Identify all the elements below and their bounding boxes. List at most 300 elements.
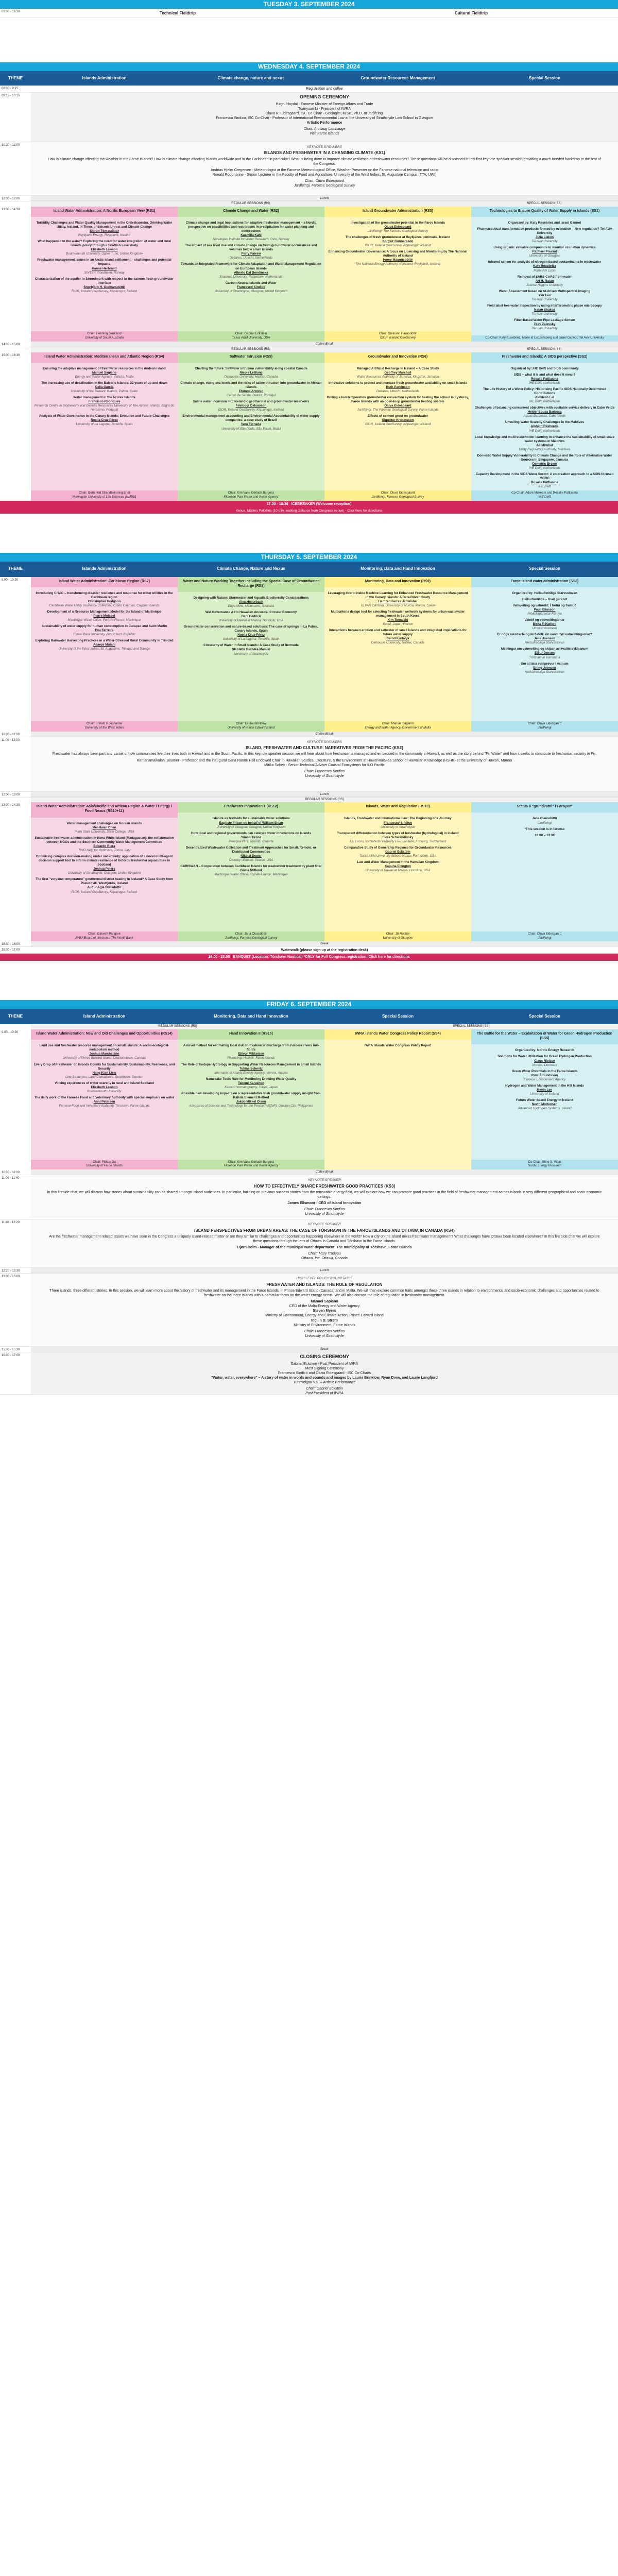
thursday-title: THURSDAY 5. SEPTEMBER 2024: [0, 553, 618, 562]
session-column: [178, 207, 324, 342]
talk-affiliation: Dalhousie University, Halifax, Canada: [224, 375, 278, 379]
talk-item: [473, 420, 616, 433]
talk-affiliation: Norwegian Institute for Water Research, Oslo, Norway: [213, 238, 289, 242]
talk-affiliation: Bournemouth University, Upper Tune, United Kingdom: [66, 252, 143, 256]
session-column: [178, 802, 324, 941]
session-talks: [324, 363, 471, 490]
talk-author: Ehunna Antonio: [238, 389, 264, 393]
session-chair: [31, 490, 178, 501]
regular-sessions-label: REGULAR SESSIONS (RS): [31, 201, 471, 207]
sessions-label-row: [0, 798, 618, 803]
coffee-time: 10:30 - 11:00: [2, 733, 20, 736]
talk-title: CARISWAN – Cooperation between Caribbean Islands for wastewater treatment by plant filter: [180, 865, 322, 869]
theme-islands-admin: Islands Administration: [82, 566, 127, 571]
talk-title: Future Water-based Energy in Iceland: [516, 1098, 573, 1102]
session-title: Technologies to Ensure Quality of Water Supply in Islands (SS1): [489, 209, 600, 213]
talk-affiliation: University of Prince Edward Island, Charlottetown, Canada: [63, 1056, 146, 1060]
session-chair-name: Chair: Manuel Sagiano: [382, 722, 414, 725]
keynote-chair-org: Jarðfeingi, Faroese Geological Survey: [294, 184, 355, 188]
session-talks: [324, 1040, 471, 1170]
session-chair: [324, 331, 471, 342]
talk-item: [33, 822, 176, 834]
keynote-description: How is climate change affecting the weather in the Faroe Islands? How is climate change affecting islands worldwide and in the Caribbean in particular? What is being done to improve climate resilience of freshwater resources? These questions will be discussed in this first keynote speaker session providing a much needed backdrop to the rest of the Congress.: [48, 157, 601, 166]
session-chair-name: Co-Chair: Stine S. Vidar: [528, 1160, 561, 1164]
lunch-time: 12:00 - 13:00: [2, 793, 20, 796]
regular-sessions-label: REGULAR SESSIONS (RS): [31, 798, 618, 803]
talk-item: [180, 281, 322, 294]
closing-ceremony: [31, 1352, 618, 1394]
session-chair-name: Chair: Guro Hild Strandbersning Endi: [78, 492, 130, 495]
talk-title: Organized by: IHE Delft and SIDS community: [510, 366, 579, 370]
opening-line: Artistic Performance: [306, 121, 342, 125]
session-header: [324, 802, 471, 812]
talk-author: Akhilesh Lal: [535, 396, 554, 400]
talk-item: [473, 827, 616, 832]
session-chair-org: University of Faroe Islands: [85, 1164, 123, 1168]
talk-item: [180, 400, 322, 412]
talk-title: 13:00 – 13:30: [535, 833, 555, 837]
regular-sessions-label: REGULAR SESSIONS (RS): [31, 1024, 324, 1029]
talk-item: [473, 1055, 616, 1067]
talk-item: [33, 367, 176, 379]
talk-title: Removal of SARS-CoV-2 from water: [517, 275, 572, 279]
session-header: [178, 207, 324, 217]
talk-affiliation: Tel Aviv University: [531, 312, 558, 316]
tuesday-title: TUESDAY 3. SEPTEMBER 2024: [0, 0, 618, 9]
talk-affiliation: Utility Regulatory Authority, Maldives: [519, 447, 571, 451]
theme-label: THEME: [8, 566, 23, 571]
talk-affiliation: University of Strathclyde, Glasgow, United Kingdom: [214, 289, 288, 293]
talk-affiliation: Heilsufrøðiliga Starvsstovan: [525, 670, 564, 674]
talk-author: Nicole LeBlanc: [239, 370, 263, 375]
banquet-label[interactable]: BANQUET (Location: Tórshavn Nautical) *ONLY for Full Congress registration: Click here for directions: [233, 955, 410, 959]
talk-affiliation: IHE Delft: [538, 485, 551, 489]
theme-label: THEME: [8, 75, 23, 80]
talk-title: Characterization of the aquifer in Strøndmork with respect to the salmon fresh groundwater interface: [35, 277, 174, 285]
coffee-label: Coffee Break: [31, 1170, 618, 1175]
talk-title: Domestic Water Supply Vulnerability to Climate Change and the Role of Alternative Water Sources in Singapore, Jamaica: [477, 453, 612, 462]
session-chair: [178, 931, 324, 942]
talk-affiliation: IHE Delft, Netherlands: [528, 400, 561, 404]
session-column: [31, 207, 178, 342]
thursday-theme-header: [0, 562, 618, 577]
session-header: [31, 577, 178, 587]
talk-author: Finnbogi Óskarsson: [235, 404, 267, 408]
talk-title: Decentralized Wastewater Collection and Treatment Approaches for Small, Remote, or Distributed Communities: [186, 845, 316, 854]
talk-affiliation: Martinique Water Office, Fort-de-France, Martinique: [67, 618, 141, 622]
talk-affiliation: Tel Aviv University: [531, 297, 558, 301]
talk-item: [473, 304, 616, 316]
talk-title: The Life History of a Water Policy: Historising Pacific SIDS Nationally Determined Contributions: [483, 387, 607, 395]
keynote-title: ISLAND, FRESHWATER AND CULTURE: NARRATIVES FROM THE PACIFIC (KS2): [246, 745, 403, 751]
session-chair-name: Chair: Gabriel Eckstein: [235, 332, 267, 336]
keynote-chair-org: University of Strathclyde: [305, 1212, 344, 1216]
spacer: [0, 514, 618, 553]
session-column: [471, 207, 618, 342]
session-chair-org: Jarðfeingi: [538, 936, 552, 940]
session-chair-org: Norwegian University of Life Sciences (NMBU): [72, 495, 136, 499]
talk-title: Organized by: Katy Rosebriez and Israel Gannot: [508, 221, 581, 225]
talk-title: Namesake Tools Rule for Monitoring Drinking Water Quality: [205, 1077, 297, 1081]
talk-title: Green Water Potentials in the Faroe Islands: [511, 1069, 578, 1073]
panel-title: FRESHWATER AND ISLANDS: THE ROLE OF REGULATION: [266, 1282, 383, 1287]
talk-item: [33, 836, 176, 853]
talk-author: Rosalie Pattiasina: [531, 481, 558, 485]
talk-affiliation: SINTEF, Trondheim, Norway: [84, 270, 125, 275]
talk-author: Erling Joensen: [533, 666, 556, 670]
talk-title: Wai Governance & Ho Hawaiian Ancestral Circular Economy: [205, 610, 297, 614]
talk-title: Interactions between erosion and saltwater of small islands and integrated implications for future water supply: [329, 629, 467, 637]
talk-item: [473, 435, 616, 452]
talk-author: Sigrún Tómasdóttir: [89, 229, 119, 233]
keynote-chair: Chair: Mary Trudeau: [308, 1252, 341, 1256]
session-column: [31, 802, 178, 941]
talk-author: Rúni Ámundsson: [531, 1073, 558, 1077]
registration-label: Registration and coffee: [306, 87, 343, 91]
session-chair: [31, 331, 178, 342]
talk-title: Exploring Rainwater Harvesting Practices in a Water-Stressed Rural Community in Trinidad: [35, 639, 174, 643]
talk-title: Possible new developing impacts on a representative Irish groundwater supply insight from Kaikila Element Method: [181, 1091, 321, 1099]
session-chair: [471, 490, 618, 501]
talk-title: Vatnveiting og vatnrøkt: Í fortíð og framtíð: [512, 603, 577, 607]
talk-title: Hydrogen and Water Management in the Hilt Islands: [505, 1083, 584, 1088]
talk-item: [473, 387, 616, 404]
session-chair-name: Chair: Ganesh Pangare: [88, 932, 121, 936]
talk-affiliation: University of Strathclyde: [381, 825, 415, 829]
opening-title: OPENING CEREMONY: [299, 94, 349, 99]
talk-title: Vatnið og vatnveitingarnar: [524, 618, 565, 622]
talk-affiliation: University of La Laguna, Tenerife, Spain: [76, 422, 133, 427]
talk-author: Geoffrey Marchall: [384, 370, 411, 375]
talk-title: Sustainable freshwater administration in Kona White Island (Madagascar): the collaboration between NGOs and the Southern Community Water Management Committee: [35, 836, 174, 844]
closing-line: "Water, water, everywhere" – A story of water in words and sounds and images by Laurie Brinklow, Ryan Drew, and Laurie Langfjord: [211, 1376, 438, 1380]
session-talks: [31, 818, 178, 931]
session-talks: [31, 217, 178, 331]
session-chair-org: University of South Australia: [84, 336, 124, 340]
session-header: [324, 352, 471, 363]
talk-item: [473, 290, 616, 302]
talk-author: Gabriel Eckstein: [385, 850, 410, 854]
talk-title: Optimizing complex decision-making under uncertainty: application of a novel multi-agent decision support tool to inform climate resilience of Kofordu freshwater aquaculture in Scotland: [36, 855, 173, 867]
talk-affiliation: Erasmus University, Rotterdam, Netherlands: [219, 275, 283, 279]
talk-author: Kaamilla Kahl: [241, 233, 262, 238]
wednesday-theme-header: [0, 71, 618, 86]
talk-author: Simon Tirone: [241, 835, 262, 839]
talk-item: [33, 414, 176, 427]
session-title: Groundwater and Innovation (RS6): [368, 354, 428, 359]
talk-title: Pharmaceutical transformation products formed by ozonation – New regulation? Tel Aviv University: [477, 227, 612, 235]
coffee-label: Coffee Break: [31, 342, 618, 347]
talk-title: Transparent differentiation between types of freshwater (hydrological) in Iceland: [337, 831, 459, 835]
talk-author: Mei-Hwan Chen: [92, 825, 116, 829]
talk-affiliation: IHE Delft, Netherlands: [528, 466, 561, 470]
talk-author: Edoardo Riera: [93, 844, 115, 848]
thursday-session-block-2: [0, 802, 618, 941]
talk-item: [473, 647, 616, 659]
talk-author: Perry Faleiro: [241, 252, 261, 256]
talk-author: Katy Rosebriez: [533, 264, 556, 268]
talk-affiliation: ULVAR Carlsten, University of Murcia, Murcia, Spain: [360, 603, 435, 607]
session-time: 13:00 - 14:30: [2, 804, 20, 807]
talk-title: Enhancing Groundwater Governance: A focus on Licensing and Monitoring by The National Authority of Iceland: [328, 250, 468, 258]
session-chair-org: ÍSOR, Iceland GeoSurvey: [380, 336, 416, 340]
session-chair-org: IHE Delft: [538, 495, 551, 499]
session-column: [324, 207, 471, 342]
session-column: [324, 1029, 471, 1170]
session-title: Island Water Administration: A Nordic European View (RS1): [53, 209, 156, 213]
talk-item: [327, 414, 469, 427]
theme-special: Special Session: [529, 75, 560, 80]
keynote-time: 11:00 - 12:00: [2, 738, 20, 742]
coffee-label: Coffee Break: [31, 732, 618, 737]
talk-author: Joshua Marchetano: [89, 1052, 119, 1056]
talk-affiliation: Tórshavnar kommuna: [529, 655, 560, 659]
talk-affiliation: University of Strathclyde, Glasgow, United Kingdom: [67, 871, 141, 875]
session-chair-org: Florence Park Water and Water Agency: [224, 1164, 279, 1168]
talk-author: Snorbjörg H. Gunnarsdóttir: [83, 285, 125, 289]
session-title: Islands, Water and Regulation (RS13): [366, 805, 430, 809]
talk-affiliation: IHE Delft, Netherlands: [528, 381, 561, 385]
theme-climate: Climate Change, Nature and Nexus: [217, 566, 285, 571]
talk-title: Environmental management accounting and Environmental Accountability of water supply companies: a case study of Brazil: [182, 414, 320, 422]
special-sessions-label: SPECIAL SESSIONS (SS): [324, 1024, 618, 1029]
panel-speaker: Steven Myers: [313, 1309, 336, 1313]
talk-item: [473, 817, 616, 825]
talk-title: The daily work of the Faroese Food and Veterinary Authority with special emphasis on water: [34, 1095, 175, 1099]
session-time: 9:00 - 10:30: [2, 578, 19, 582]
theme-islands-admin: Islands Administration: [82, 75, 127, 80]
theme-special: Special Session: [382, 1014, 414, 1019]
talk-item: [473, 604, 616, 616]
talk-item: [327, 629, 469, 645]
talk-author: Adaeze Mutahi: [93, 643, 116, 647]
talk-affiliation: ÍSOR, Iceland GeoSurvey, Kópavogur, Iceland: [218, 408, 284, 412]
friday-title: FRIDAY 6. SEPTEMBER 2024: [0, 1000, 618, 1009]
talk-affiliation: Edge Mine, Melbourne, Australia: [228, 604, 274, 608]
session-column: [471, 577, 618, 732]
session-column: [178, 352, 324, 501]
talk-author: Jens Joensen: [534, 637, 555, 641]
talk-affiliation: Fröðskaparsetur Føroya: [527, 612, 562, 616]
session-chair: [178, 490, 324, 501]
session-time: 15:00 - 16:30: [2, 353, 20, 357]
talk-item: [473, 221, 616, 225]
talk-item: [473, 318, 616, 331]
session-column: [178, 1029, 324, 1170]
talk-affiliation: University of Hawaii at Manoa, Honolulu, USA: [218, 619, 284, 623]
talk-affiliation: University of the West Indies, St. Augustine, Trinidad and Tobago: [58, 647, 150, 651]
talk-item: [473, 618, 616, 631]
session-talks: [178, 363, 324, 490]
talk-title: Organized by: Nordic Energy Research: [515, 1048, 574, 1053]
keynote-title: ISLAND PERSPECTIVES FROM URBAN AREAS: THE CASE OF TÓRSHAVN IN THE FAROE ISLANDS AND OTTAWA IN CANADA (KS4): [194, 1228, 455, 1233]
session-header: [471, 577, 618, 587]
talk-title: Climate change, rising sea levels and the risks of saline intrusion into groundwater in African Islands: [180, 381, 322, 389]
icebreaker-venue-link[interactable]: Venue: Müllers Pakkhús (10 min. walking distance from Congress venue) - Click here for directions: [0, 508, 618, 514]
talk-item: [327, 381, 469, 394]
talk-title: Capacity Development in the SIDS Water Sector: A co-creation approach to a SIDS-focused MOOC: [475, 472, 614, 481]
talk-affiliation: Norsus, Denmark: [532, 1063, 557, 1067]
talk-title: The first "very-low-temperature" geothermal district heating in Iceland? A Case Study from Pseudovík, Westfjords, Iceland: [36, 877, 173, 886]
thursday-section: [0, 553, 618, 961]
talk-author: Eiður Jensen: [535, 651, 555, 655]
session-title: Freshwater and Islands: A SIDS perspective (SS2): [502, 354, 588, 359]
talk-title: Fiber-Based Water Pipe Leakage Sensor: [514, 318, 575, 323]
session-title: Saltwater Intrusion (RS5): [229, 354, 273, 359]
talk-affiliation: University of Hawaii at Manoa, Honolulu, USA: [365, 869, 431, 873]
talk-item: [327, 832, 469, 844]
keynote-speaker: Bjørn Hoim - Manager of the municipal water department, The municipality of Tórshavn, Faroe Islands: [237, 1246, 412, 1250]
tuesday-section: [0, 0, 618, 18]
talk-title: Investigation of the groundwater potential in the Faroe Islands: [350, 221, 445, 225]
talk-affiliation: Penn State University, State College, USA: [74, 829, 134, 834]
session-header: [324, 577, 471, 587]
talk-item: [327, 367, 469, 379]
session-chair-name: Chair: Jill Robbie: [386, 932, 410, 936]
talk-item: [473, 246, 616, 258]
talk-title: Sustainability of water supply for human consumption in Curaçao and Saint Martin: [41, 624, 167, 629]
talk-affiliation: Umhvørvisstovan: [532, 626, 557, 631]
icebreaker-bar[interactable]: [0, 501, 618, 508]
talk-affiliation: ÍSOR, Iceland GeoSurvey, Kópavogur, Iceland: [365, 244, 431, 248]
tuesday-cultural-fieldtrip: Cultural Fieldtrip: [455, 11, 488, 15]
session-header: [31, 802, 178, 817]
session-column: [31, 352, 178, 501]
banquet-bar[interactable]: [0, 954, 618, 961]
talk-item: [180, 611, 322, 623]
talk-item: [180, 832, 322, 844]
talk-title: The Role of Isotope Hydrology in Supporting Water Resources Management in Small Islands: [181, 1062, 321, 1066]
session-chair-name: Chair: Ronald Roopnarine: [86, 722, 123, 725]
talk-affiliation: ÍSOR, Iceland GeoSurvey, Kópavogur, Iceland: [71, 890, 138, 894]
session-title: The Battle for the Water – Exploitation of Water for Green Hydrogen Production (SS5): [476, 1032, 613, 1041]
talk-author: Þorgeir Gunnarsson: [382, 240, 414, 244]
session-chair-name: Chair: Óluva Eidesgaard: [381, 492, 415, 495]
session-chair-org: Energy and Water Agency, Government of Malta: [365, 726, 431, 730]
session-talks: [178, 592, 324, 721]
theme-special-2: Special Session: [529, 1014, 560, 1019]
talk-item: [473, 406, 616, 418]
session-title: IWRA Islands Water Congress Policy Report (SS4): [355, 1032, 441, 1036]
talk-affiliation: University of Glasgow, Glasgow, United Kingdom: [216, 825, 286, 829]
talk-affiliation: Bournemouth University: [87, 1089, 122, 1093]
talk-title: Voicing experiences of water scarcity in rural and island Scotland: [55, 1081, 154, 1085]
talk-author: Vera Fernada: [241, 422, 261, 427]
talk-author: Elizabeth Lawson: [91, 1085, 118, 1089]
talk-affiliation: Caribbean Water Utility Insurance Collective, Grand Cayman, Cayman Islands: [49, 603, 160, 607]
session-time: 9:00 - 10:30: [2, 1031, 19, 1035]
closing-chair-org: Past President of IWRA: [305, 1392, 344, 1396]
talk-author: Demetric Brown: [532, 462, 557, 466]
talk-item: [33, 277, 176, 294]
talk-author: Pauli Eliasson: [534, 607, 556, 612]
keynote-speaker: Andrias Hjelm Gregersen - Meteorologist at the Faroese Meteorological Office, Weather Presenter on the Faroese national television and radio: [211, 168, 438, 173]
session-chair-name: Co-Chair: Katy Rosebriez, Marie af Lubzensberg and Israel Gannot, Tel Aviv University: [485, 336, 604, 340]
talk-affiliation: ÍSOR, Iceland GeoSurvey, Kópavogur, Iceland: [365, 422, 431, 427]
coffee-time: 10:30 - 11:00: [2, 1171, 20, 1175]
session-column: [471, 352, 618, 501]
talk-title: Managed Artificial Recharge in Iceland – A Case Study: [356, 366, 439, 370]
talk-author: Óluva Eidesgaard: [384, 404, 411, 408]
talk-item: [33, 1096, 176, 1108]
session-talks: [471, 812, 618, 931]
talk-author: Nicolette Barbera-Manuel: [232, 648, 270, 652]
talk-item: [180, 643, 322, 656]
keynote-description: Are the freshwater management related issues we have seen in the Congress a uniquely island-related matter or are they similar to challenges and opportunities happening elsewhere in the world? How a city on the island mixes freshwater management? What challenges have Ottawa been located elsewhere? In this fire side chat we will explore these questions through the lens of Ottawa in Canada and Tórshavn in the Faroe Islands.: [49, 1235, 600, 1244]
icebreaker-time: 17:00 - 18:30: [266, 502, 288, 506]
session-title: Freshwater Innovation 1 (RS12): [224, 805, 278, 809]
session-chair-org: Jarðfeingi, Faroese Geological Survey: [225, 936, 278, 940]
tuesday-time: 09:00 - 16:30: [2, 10, 20, 13]
spacer: [0, 18, 618, 62]
session-talks: [178, 1040, 324, 1159]
talk-title: Land use and freshwater resource management on small islands: A social-ecological-metabolism method: [39, 1044, 169, 1052]
talk-author: Ali Miruhal: [536, 443, 553, 447]
keynote-time: 11:00 - 11:40: [2, 1177, 20, 1180]
talk-item: [180, 865, 322, 877]
icebreaker-title: ICEBREAKER (Welcome reception): [291, 502, 352, 506]
talk-item: [327, 396, 469, 412]
talk-item: [473, 591, 616, 596]
session-chair-name: Chair: Fiskus Gu: [93, 1160, 116, 1164]
session-column: [471, 1029, 618, 1170]
talk-author: Aishath Rasheeda: [530, 425, 559, 429]
session-header: [178, 577, 324, 592]
theme-groundwater: Groundwater Resources Management: [360, 75, 435, 80]
session-header: [178, 802, 324, 812]
registration-time: 08:30 - 9:15: [2, 87, 19, 90]
talk-item: [473, 367, 616, 371]
talk-item: [473, 472, 616, 489]
session-header: [31, 1029, 178, 1040]
panel-chair-org: University of Strathclyde: [305, 1334, 344, 1338]
sessions-label-row: [0, 1024, 618, 1029]
policy-roundtable: [31, 1274, 618, 1346]
session-talks: [324, 587, 471, 721]
session-chair: [178, 331, 324, 342]
session-title: Island Groundwater Administration (RS3): [362, 209, 434, 213]
talk-title: What happened to the water? Exploring the need for water integration of water and rural islands policy through a Scottish case study: [38, 240, 171, 248]
keynote-ks3: [31, 1175, 618, 1219]
talk-author: Sigurður Kristinsson: [382, 418, 414, 422]
talk-author: Rosalie Pattiasina: [531, 377, 558, 381]
talk-affiliation: Martinique Water Office, Fort-de-France, Martinique: [214, 873, 288, 877]
talk-item: [33, 855, 176, 875]
keynote-chair: Chair: Francesco Sindico: [304, 1208, 345, 1212]
talk-title: How local and regional governments can catalyze water innovations on islands: [191, 831, 311, 835]
talk-author: Noelia Cruz-Pérez: [237, 633, 265, 637]
talk-affiliation: TWO Help for Optimism, Torino, Italy: [78, 848, 130, 852]
session-chair-org: Texas A&M University, USA: [232, 336, 270, 340]
sessions-label-row: [0, 347, 618, 352]
sessions-label-row: [0, 201, 618, 207]
talk-affiliation: Faroese Environment Agency: [523, 1077, 566, 1081]
opening-chair-org: Visit Faroe Islands: [310, 132, 339, 136]
session-chair-org: Nordic Energy Research: [527, 1164, 562, 1168]
waterwalk-time: 16:00 - 17:00: [2, 948, 20, 952]
talk-author: Tobias Schmitz: [239, 1066, 263, 1071]
spacer: [0, 961, 618, 1000]
talk-affiliation: Crowley Webster, Seattle, USA: [229, 858, 273, 862]
talk-affiliation: Proaqua Plus, Toronto, Canada: [229, 839, 273, 843]
panel-speaker: Manuel Sapiano: [311, 1300, 338, 1304]
talk-title: Charting the future: Saltwater intrusion vulnerability along coastal Canada: [195, 366, 307, 370]
session-chair-org: IWRA Board of directors / The World Bank: [75, 936, 133, 940]
talk-author: Yair Lev: [538, 293, 551, 297]
talk-title: Multicriteria design tool for selecting freshwater wellwork systems for urban wastewater management in South Korea: [331, 609, 465, 618]
talk-title: Climate change and legal implications for adaptive freshwater management – a Nordic perspective on possibilities and restrictions in precipitation for water planning and concessions: [185, 221, 317, 233]
talk-author: Pierre Moisset: [93, 614, 115, 618]
